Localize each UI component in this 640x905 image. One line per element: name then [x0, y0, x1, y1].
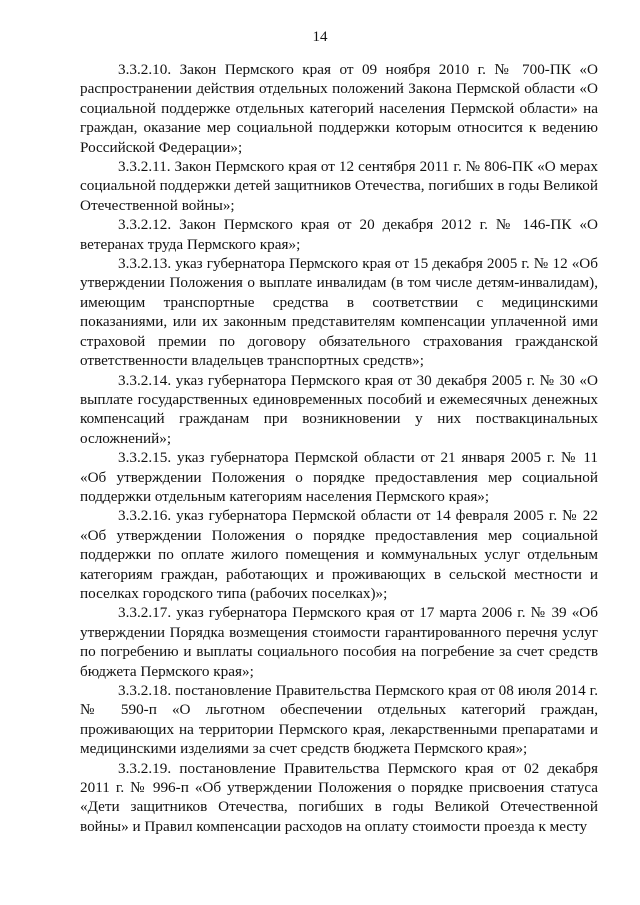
- document-body: [80, 60, 598, 836]
- paragraph-3-3-2-19: 3.3.2.19. постановление Правительства Пермского края от 02 декабря 2011 г. № 996-п «Об утверждении Положения о порядке присвоения статуса «Дети защитников Отечества, погибших в годы Великой Отечественной войны» и Правил компенсации расходов на оплату стоимости проезда к месту: [80, 759, 598, 835]
- page-number: 14: [312, 29, 328, 45]
- paragraph-3-3-2-10: 3.3.2.10. Закон Пермского края от 09 ноября 2010 г. № 700-ПК «О распространении действия отдельных положений Закона Пермской области «О социальной поддержке отдельных категорий населения Пермской области» на граждан, оказание мер социальной поддержки которым относится к ведению Российской Федерации»;: [80, 61, 598, 156]
- paragraph-3-3-2-18: 3.3.2.18. постановление Правительства Пермского края от 08 июля 2014 г. № 590-п «О льготном обеспечении отдельных категорий граждан, проживающих на территории Пермского края, лекарственными препаратами и медицинскими изделиями за счет средств бюджета Пермского края»;: [80, 682, 598, 758]
- paragraph-3-3-2-13: 3.3.2.13. указ губернатора Пермского края от 15 декабря 2005 г. № 12 «Об утверждении Положения о выплате инвалидам (в том числе детям-инвалидам), имеющим транспортные средства в соответствии с медицинскими показаниями, или их законным представителям компенсации уплаченной ими страховой премии по договору обязательного страхования гражданской ответственности владельцев транспортных средств»;: [80, 255, 598, 370]
- paragraph-3-3-2-17: 3.3.2.17. указ губернатора Пермского края от 17 марта 2006 г. № 39 «Об утверждении Порядка возмещения стоимости гарантированного перечня услуг по погребению и выплаты социального пособия на погребение за счет средств бюджета Пермского края»;: [80, 604, 598, 680]
- paragraph-3-3-2-15: 3.3.2.15. указ губернатора Пермской области от 21 января 2005 г. № 11 «Об утверждении Положения о порядке предоставления мер социальной поддержки отдельным категориям населения Пермского края»;: [80, 449, 598, 505]
- paragraph-3-3-2-12: 3.3.2.12. Закон Пермского края от 20 декабря 2012 г. № 146-ПК «О ветеранах труда Пермского края»;: [80, 216, 598, 253]
- paragraph-3-3-2-16: 3.3.2.16. указ губернатора Пермской области от 14 февраля 2005 г. № 22 «Об утверждении Положения о порядке предоставления мер социальной поддержки по оплате жилого помещения и коммунальных услуг отдельным категориям граждан, работающих и проживающих в сельской местности и поселках городского типа (рабочих поселках)»;: [80, 507, 598, 602]
- paragraph-3-3-2-14: 3.3.2.14. указ губернатора Пермского края от 30 декабря 2005 г. № 30 «О выплате государственных единовременных пособий и ежемесячных денежных компенсаций гражданам при возникновении у них поствакцинальных осложнений»;: [80, 371, 598, 447]
- paragraph-3-3-2-11: 3.3.2.11. Закон Пермского края от 12 сентября 2011 г. № 806-ПК «О мерах социальной поддержки детей защитников Отечества, погибших в годы Великой Отечественной войны»;: [80, 158, 598, 214]
